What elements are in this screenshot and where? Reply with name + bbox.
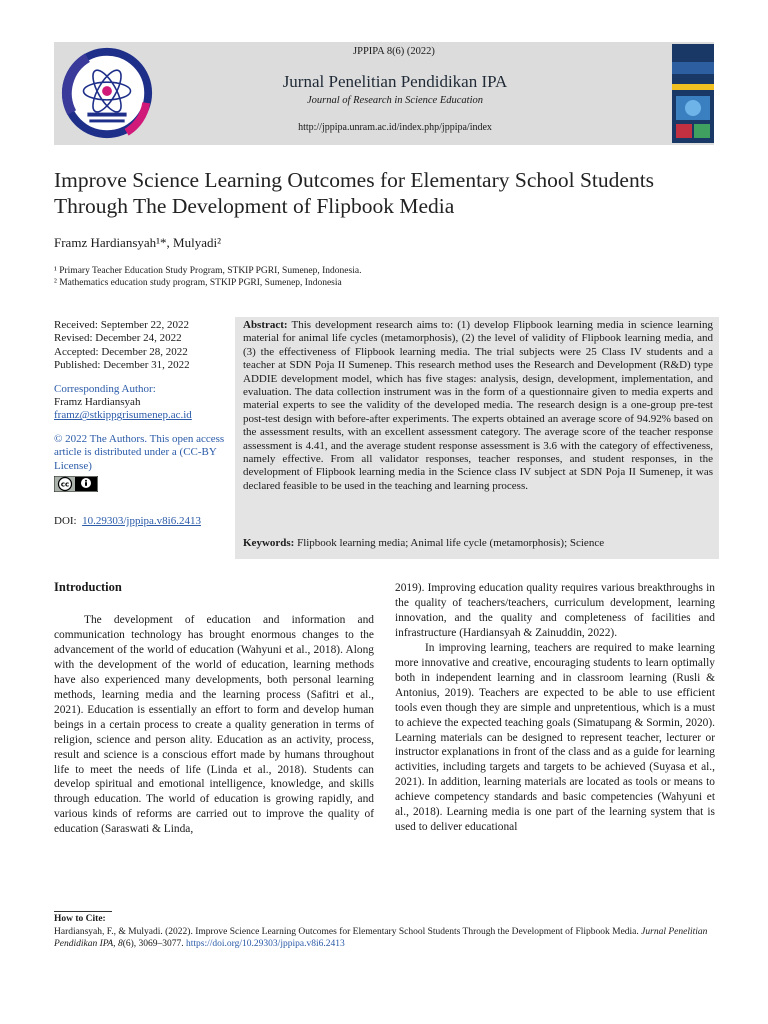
citation-text: Hardiansyah, F., & Mulyadi. (2022). Improve Science Learning Outcomes for Elementary School Students Through the Development of Flipbook Media.: [54, 927, 639, 937]
citation-volume: 8: [117, 939, 123, 949]
how-to-cite-label: How to Cite:: [54, 914, 106, 924]
corresponding-email-link[interactable]: framz@stkippgrisumenep.ac.id: [54, 409, 192, 422]
doi-link[interactable]: 10.29303/jppipa.v8i6.2413: [82, 515, 201, 528]
abstract-text: This development research aims to: (1) develop Flipbook learning media in science learning material for animal life cycles (metamorphosis), (2) the level of validity of Flipbook learning media, and (3) the effectiveness of Flipbook learning media. The trial subjects were 25 Class IV students and a teacher at SDN Poja II Sumenep. This research method uses the Research and Development (R&D) type ADDIE development model, which has five stages: analysis, design, development, implementation, and evaluation. The data collection instrument was in the form of a questionnaire given to media experts and material experts to see the validity of the developed media. The research design is a one-group pre-test post-test design with before-after experiments. The experts obtained an average score of 94.92% based on the assessment results, with an excellent assessment category. The average score of the teacher response assessment is 4.41, and the average student response assessment is 3.6 with the category of effectiveness, namely effective. From all validator responses, teacher responses, and student responses, in the development of Flipbook learning media in the Science class IV subject at SDN Poja II Sumenep, it was declared feasible to be used in the teaching and learning process.: [243, 319, 713, 492]
citation-doi-link[interactable]: https://doi.org/10.29303/jppipa.v8i6.2413: [186, 939, 345, 949]
license-text[interactable]: © 2022 The Authors. This open access article is distributed under a (CC-BY License): [54, 432, 225, 472]
intro-paragraph-2: 2019). Improving education quality requires various breakthroughs in the quality of teachers/teachers, curriculum development, learning innovation, and the quality and completeness of facilities and infrastructure (Hardiansyah & Zainuddin, 2022).: [395, 582, 715, 639]
citation-issue-pages: (6), 3069–3077.: [122, 939, 184, 949]
citation-journal: Jurnal Penelitian Pendidikan IPA,: [54, 927, 708, 949]
journal-subtitle: Journal of Research in Science Education: [306, 95, 484, 106]
intro-paragraph-1: The development of education and information and communication technology has brought enormous changes to the advancement of the world of education (Wahyuni et al., 2018). Along with the development of the world of education, learning methods have also experienced many developments, both personal learning methods, learning media and the learning process (Safitri et al., 2021). Education is essentially an effort to form and develop human beings in a certain process to create a quality generation in terms of religion, science and person ality. Education as an activity, process, result and science is a conscious effort made by humans throughout life to meet the needs of life (Linda et al., 2018). Students can develop spiritual and emotional intelligence, knowledge, and skills through education. The world of education is growing rapidly, and various kinds of reforms are carried out to improve the quality of education (Saraswati & Linda,: [54, 614, 374, 836]
journal-title: Jurnal Penelitian Pendidikan IPA: [282, 72, 508, 91]
body-column-1: [54, 613, 374, 837]
published-date: Published: December 31, 2022: [54, 359, 190, 372]
affiliations: [54, 265, 714, 289]
journal-cover-image: [672, 44, 714, 143]
doi-line: [54, 515, 229, 528]
cc-by-badge-icon[interactable]: [54, 476, 98, 492]
authors: Framz Hardiansyah¹*, Mulyadi²: [54, 235, 222, 250]
abstract: [243, 319, 713, 493]
article-info-column: [54, 319, 229, 528]
svg-text:cc: cc: [60, 480, 70, 489]
corresponding-label: Corresponding Author:: [54, 382, 156, 395]
accepted-date: Accepted: December 28, 2022: [54, 345, 188, 358]
body-column-2: [395, 581, 715, 835]
intro-paragraph-3: In improving learning, teachers are required to make learning more innovative and creative, encouraging students to learn optimally both in independent learning and in classroom learning (Rusli & Antonius, 2019). Teachers are expected to be able to use efficient tools even though they are simple and unpretentious, which is a must to achieve the expected teaching goals (Simatupang & Sormin, 2020). Learning materials can be designed to represent teacher, lecturer or instructor explanations in front of the class and as a guide for learning activities, including targets and targets to be achieved (Suyasa et al., 2021). In addition, learning materials are located as tools or means to achieve competency standards and basic competencies (Wahyuni et al., 2018). Learning media is one part of the learning system that is used to deliver educational: [395, 641, 715, 834]
journal-issue: JPPIPA 8(6) (2022): [353, 46, 435, 57]
article-title: Improve Science Learning Outcomes for Elementary School Students Through The Development of Flipbook Media: [54, 168, 655, 218]
abstract-label: Abstract:: [243, 319, 288, 331]
affiliation-2: ² Mathematics education study program, STKIP PGRI, Sumenep, Indonesia: [54, 278, 342, 288]
journal-url[interactable]: http://jppipa.unram.ac.id/index.php/jppipa/index: [298, 122, 492, 133]
affiliation-1: ¹ Primary Teacher Education Study Program, STKIP PGRI, Sumenep, Indonesia.: [54, 266, 362, 276]
journal-logo-icon: [58, 44, 156, 142]
keywords-label: Keywords:: [243, 537, 295, 549]
cover-art-icon: [672, 44, 714, 143]
keywords-text: Flipbook learning media; Animal life cycle (metamorphosis); Science: [297, 537, 605, 549]
footnote-rule: [54, 911, 112, 912]
how-to-cite: [54, 926, 716, 950]
keywords: [243, 537, 713, 549]
received-date: Received: September 22, 2022: [54, 319, 190, 331]
revised-date: Revised: December 24, 2022: [54, 332, 182, 345]
corresponding-name: Framz Hardiansyah: [54, 396, 141, 409]
introduction-heading: Introduction: [54, 580, 122, 594]
doi-label: DOI:: [54, 515, 77, 528]
